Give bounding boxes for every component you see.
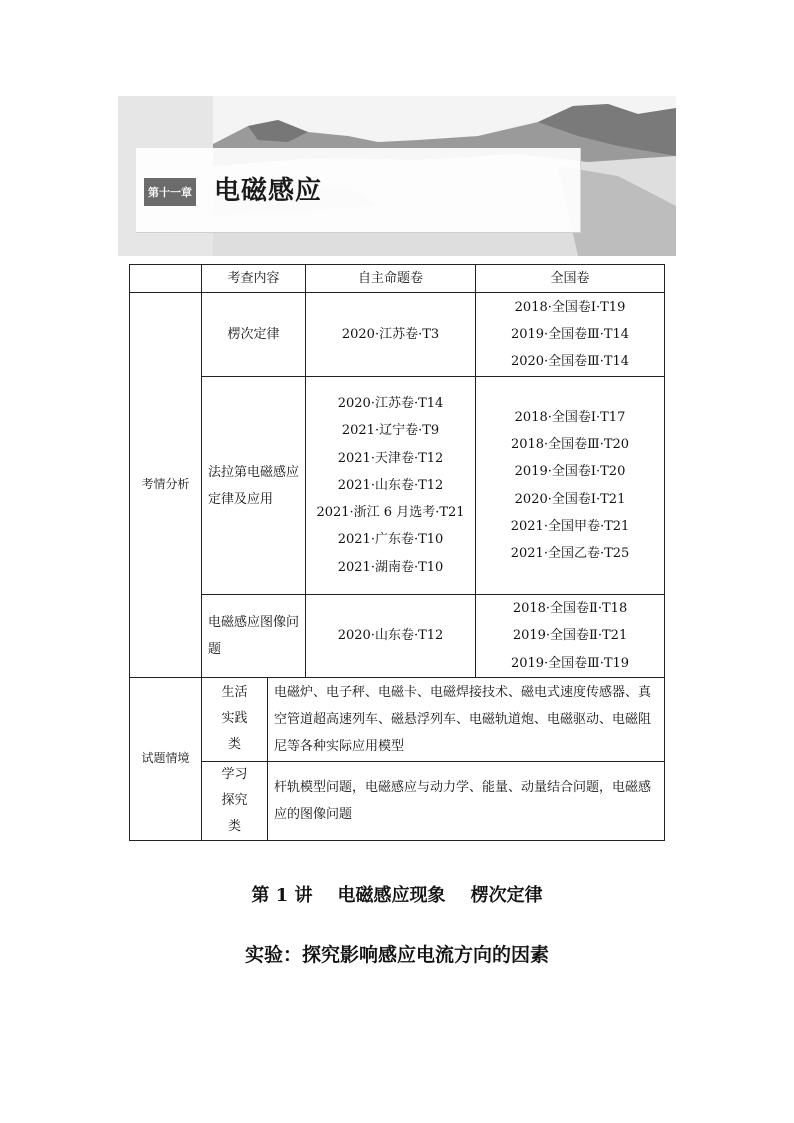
table-row	[130, 595, 665, 678]
row-local: 2020·江苏卷·T14 2021·辽宁卷·T9 2021·天津卷·T12 2021·山东卷·T12 2021·浙江 6 月选考·T21 2021·广东卷·T10 2021·湖南卷·T10	[306, 377, 476, 595]
context-category: 学习探究类	[202, 761, 268, 840]
row-national: 2018·全国卷Ⅰ·T19 2019·全国卷Ⅲ·T14 2020·全国卷Ⅲ·T14	[476, 293, 665, 377]
section-title: 第 1 讲 电磁感应现象 楞次定律	[251, 885, 543, 906]
table-header-row	[130, 265, 665, 293]
row-local: 2020·江苏卷·T3	[306, 293, 476, 377]
context-category: 生活实践类	[202, 677, 268, 761]
row-national: 2018·全国卷Ⅱ·T18 2019·全国卷Ⅱ·T21 2019·全国卷Ⅲ·T19	[476, 595, 665, 678]
row-local: 2020·山东卷·T12	[306, 595, 476, 678]
header-local: 自主命题卷	[306, 265, 476, 293]
row-content: 法拉第电磁感应定律及应用	[202, 377, 306, 595]
context-text: 电磁炉、电子秤、电磁卡、电磁焊接技术、磁电式速度传感器、真空管道超高速列车、磁悬浮列车、电磁轨道炮、电磁驱动、电磁阻尼等各种实际应用模型	[268, 677, 665, 761]
header-national: 全国卷	[476, 265, 665, 293]
header-content: 考查内容	[202, 265, 306, 293]
analysis-label: 考情分析	[130, 293, 202, 678]
row-national: 2018·全国卷Ⅰ·T17 2018·全国卷Ⅲ·T20 2019·全国卷Ⅰ·T20 2020·全国卷Ⅰ·T21 2021·全国甲卷·T21 2021·全国乙卷·T25	[476, 377, 665, 595]
exam-analysis-table	[129, 264, 665, 841]
table-row	[130, 377, 665, 595]
chapter-tag: 第十一章	[144, 178, 196, 206]
empty-header-cell	[130, 265, 202, 293]
context-row	[130, 677, 665, 761]
subsection-title: 实验：探究影响感应电流方向的因素	[244, 944, 549, 966]
chapter-title: 电磁感应	[214, 176, 323, 206]
row-content: 楞次定律	[202, 293, 306, 377]
context-row	[130, 761, 665, 840]
context-label: 试题情境	[130, 677, 202, 840]
table-row	[130, 293, 665, 377]
chapter-title-box	[136, 148, 581, 233]
row-content: 电磁感应图像问题	[202, 595, 306, 678]
context-text: 杆轨模型问题，电磁感应与动力学、能量、动量结合问题，电磁感应的图像问题	[268, 761, 665, 840]
